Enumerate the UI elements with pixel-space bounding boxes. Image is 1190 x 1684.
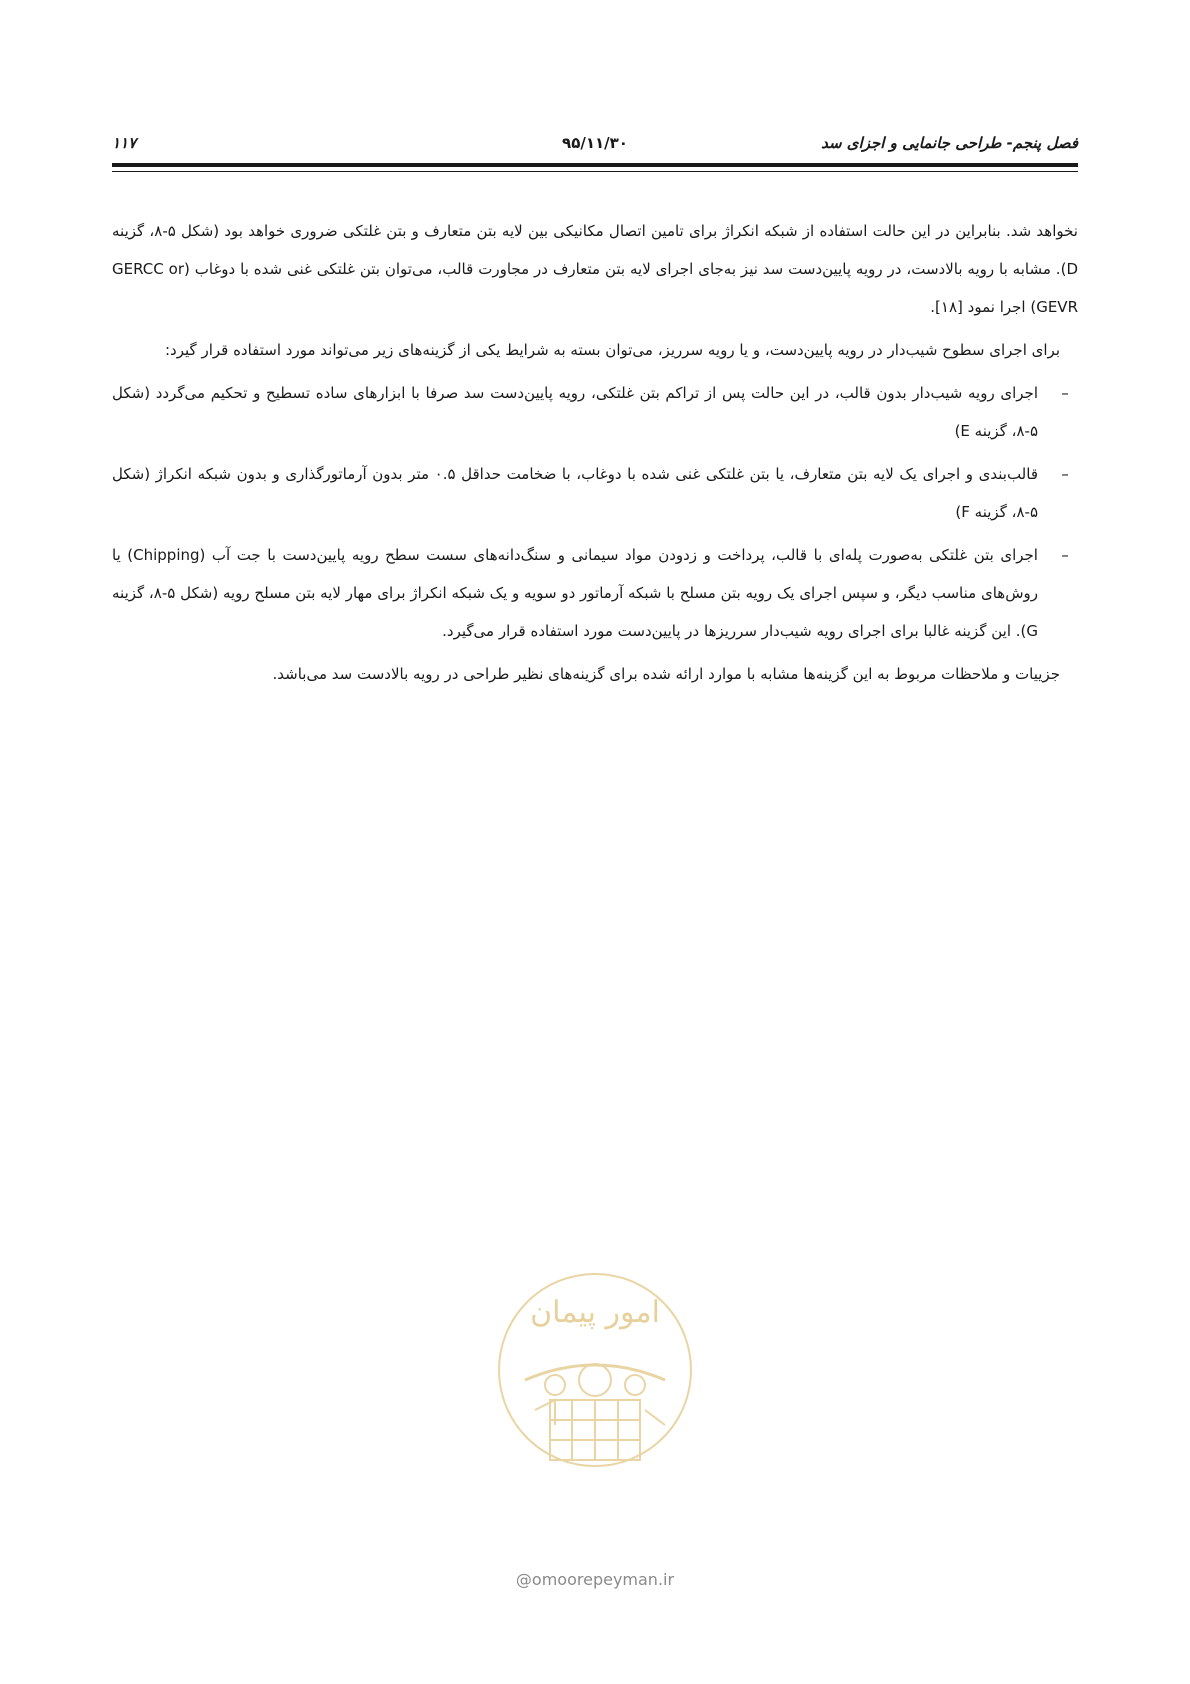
header-date: ۹۵/۱۱/۳۰ <box>562 134 628 152</box>
list-item-text: قالب‌بندی و اجرای یک لایه بتن متعارف، یا بتن غلتکی غنی شده با دوغاب، با ضخامت حداقل ۰.۵ متر بدون آرماتورگذاری و بدون شبکه انکراژ (شکل ۵-۸، گزینه F) <box>112 465 1038 521</box>
bullet-dash: – <box>1061 384 1069 402</box>
list-item <box>112 455 1069 531</box>
paragraph-2: برای اجرای سطوح شیب‌دار در رویه پایین‌دست، و یا رویه سرریز، می‌توان بسته به شرایط یکی از گزینه‌های زیر می‌تواند مورد استفاده قرار گیرد: <box>165 341 1060 359</box>
page-number: ۱۱۷ <box>112 134 137 152</box>
watermark-logo-text: امور پیمان <box>530 1295 660 1330</box>
watermark-logo-icon <box>495 1260 695 1480</box>
bullet-dash: – <box>1061 546 1069 564</box>
paragraph-1: نخواهد شد. بنابراین در این حالت استفاده از شبکه انکراژ برای تامین اتصال مکانیکی بین لایه بتن متعارف و بتن غلتکی ضروری خواهد بود (شکل ۵-۸، گزینه D). مشابه با رویه بالادست، در رویه پایین‌دست سد نیز به‌جای اجرای لایه بتن متعارف در مجاورت قالب، می‌توان بتن غلتکی غنی شده با دوغاب (GERCC or GEVR) اجرا نمود [۱۸]. <box>112 222 1078 316</box>
chapter-title: فصل پنجم- طراحی جانمایی و اجزای سد <box>821 134 1078 152</box>
running-header <box>112 128 1078 158</box>
options-list <box>112 374 1078 650</box>
watermark-url: @omoorepeyman.ir <box>515 1570 675 1589</box>
header-rule-thick <box>112 163 1078 167</box>
list-item <box>112 536 1069 650</box>
list-item-text: اجرای رویه شیب‌دار بدون قالب، در این حالت پس از تراکم بتن غلتکی، رویه پایین‌دست سد صرفا با ابزارهای ساده تسطیح و تحکیم می‌گردد (شکل ۵-۸، گزینه E) <box>112 384 1038 440</box>
list-item <box>112 374 1069 450</box>
paragraph-3: جزییات و ملاحظات مربوط به این گزینه‌ها مشابه با موارد ارائه شده برای گزینه‌های نظیر طراحی در رویه بالادست سد می‌باشد. <box>272 665 1060 683</box>
bullet-dash: – <box>1061 465 1069 483</box>
header-rule-thin <box>112 171 1078 172</box>
body-text <box>112 212 1078 698</box>
list-item-text: اجرای بتن غلتکی به‌صورت پله‌ای با قالب، پرداخت و زدودن مواد سیمانی و سنگ‌دانه‌های سست سطح رویه پایین‌دست با جت آب (Chipping) یا روش‌های مناسب دیگر، و سپس اجرای یک رویه بتن مسلح با شبکه آرماتور دو سویه و یک شبکه انکراژ برای مهار لایه بتن مسلح رویه (شکل ۵-۸، گزینه G). این گزینه غالبا برای اجرای رویه شیب‌دار سرریزها در پایین‌دست مورد استفاده قرار می‌گیرد. <box>112 546 1038 640</box>
